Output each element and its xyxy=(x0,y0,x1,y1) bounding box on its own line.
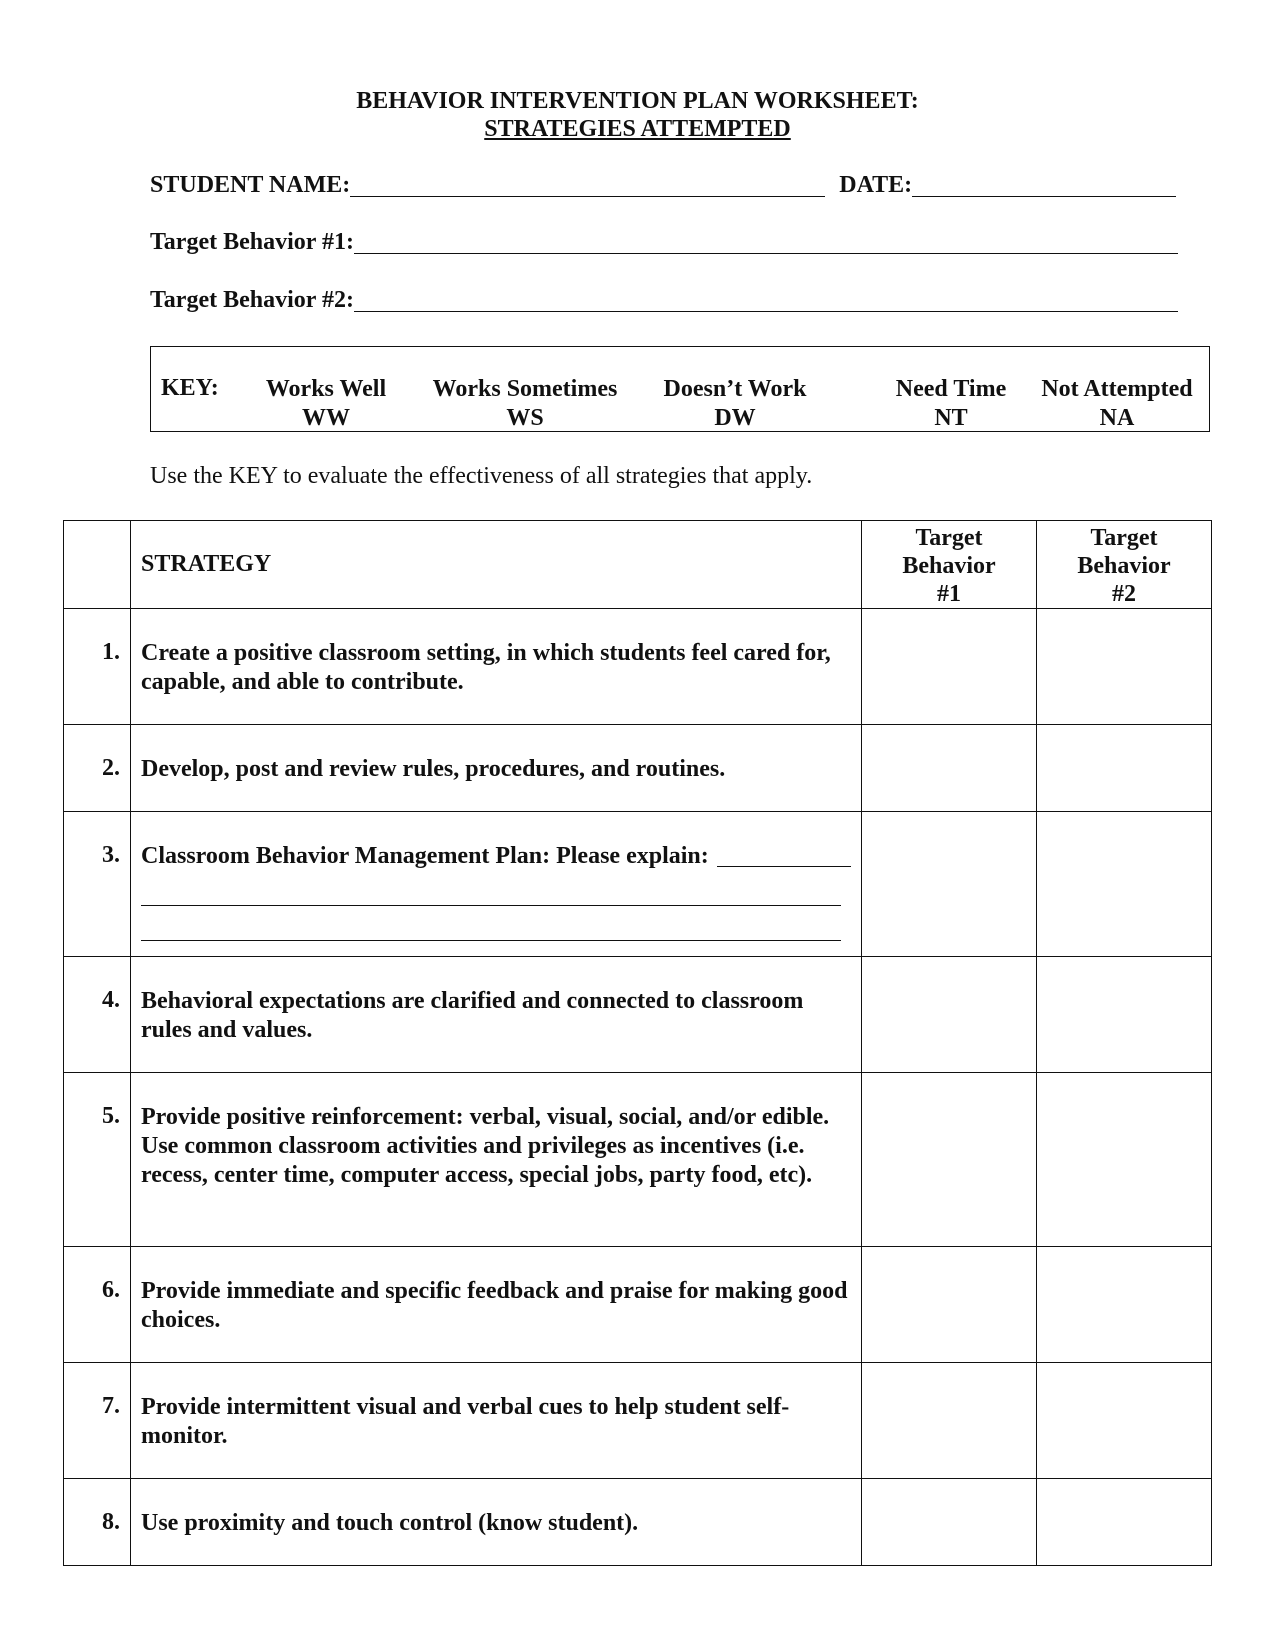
table-row xyxy=(64,1073,1212,1247)
tb2-rating-cell[interactable] xyxy=(1037,725,1212,812)
strategy-text: Use proximity and touch control (know student). xyxy=(131,1479,862,1566)
explain-field-1[interactable] xyxy=(717,846,851,867)
tb2-rating-cell[interactable] xyxy=(1037,1363,1212,1479)
row-number: 2. xyxy=(64,725,131,812)
tb1-rating-cell[interactable] xyxy=(862,1073,1037,1247)
strategy-table xyxy=(63,520,1212,1566)
tb1-rating-cell[interactable] xyxy=(862,725,1037,812)
key-item-works-well: Works Well WW xyxy=(265,376,387,431)
row-number: 7. xyxy=(64,1363,131,1479)
header-strategy: STRATEGY xyxy=(131,521,862,609)
date-label: DATE: xyxy=(839,172,913,198)
header-target-behavior-2: Target Behavior #2 xyxy=(1037,521,1212,609)
strategy-text: Behavioral expectations are clarified and connected to classroom rules and values. xyxy=(131,957,862,1073)
strategy-text: Develop, post and review rules, procedures, and routines. xyxy=(131,725,862,812)
tb2-rating-cell[interactable] xyxy=(1037,1479,1212,1566)
tb2-rating-cell[interactable] xyxy=(1037,1247,1212,1363)
key-label: KEY: xyxy=(161,375,219,401)
key-item-need-time: Need Time NT xyxy=(895,376,1007,431)
key-item-not-attempted: Not Attempted NA xyxy=(1041,376,1193,431)
tb1-rating-cell[interactable] xyxy=(862,1363,1037,1479)
target-behavior-1-field[interactable] xyxy=(354,231,1178,254)
worksheet-title: BEHAVIOR INTERVENTION PLAN WORKSHEET: xyxy=(356,88,919,114)
tb1-rating-cell[interactable] xyxy=(862,812,1037,957)
worksheet-subtitle: STRATEGIES ATTEMPTED xyxy=(484,116,791,142)
row-number: 3. xyxy=(64,812,131,957)
table-row xyxy=(64,725,1212,812)
target-behavior-2-row xyxy=(150,287,1178,314)
key-box xyxy=(150,346,1210,432)
target-behavior-2-label: Target Behavior #2: xyxy=(150,287,354,313)
tb2-rating-cell[interactable] xyxy=(1037,1073,1212,1247)
strategy-text: Provide intermittent visual and verbal cues to help student self-monitor. xyxy=(131,1363,862,1479)
target-behavior-1-row xyxy=(150,229,1178,256)
date-field[interactable] xyxy=(912,174,1176,197)
tb1-rating-cell[interactable] xyxy=(862,1247,1037,1363)
student-name-field[interactable] xyxy=(350,174,825,197)
strategy-text: Create a positive classroom setting, in which students feel cared for, capable, and able to contribute. xyxy=(131,609,862,725)
table-row xyxy=(64,1479,1212,1566)
student-name-label: STUDENT NAME: xyxy=(150,172,351,198)
explain-field-3[interactable] xyxy=(141,906,841,941)
tb1-rating-cell[interactable] xyxy=(862,609,1037,725)
row-number: 1. xyxy=(64,609,131,725)
key-item-works-sometimes: Works Sometimes WS xyxy=(432,376,618,431)
table-row xyxy=(64,1247,1212,1363)
tb2-rating-cell[interactable] xyxy=(1037,812,1212,957)
instruction-text: Use the KEY to evaluate the effectiveness of all strategies that apply. xyxy=(150,463,813,489)
header-target-behavior-1: Target Behavior #1 xyxy=(862,521,1037,609)
target-behavior-1-label: Target Behavior #1: xyxy=(150,229,354,255)
key-item-doesnt-work: Doesn’t Work DW xyxy=(663,376,807,431)
row-number: 4. xyxy=(64,957,131,1073)
table-header-row xyxy=(64,521,1212,609)
row-number: 5. xyxy=(64,1073,131,1247)
row-number: 6. xyxy=(64,1247,131,1363)
table-row xyxy=(64,957,1212,1073)
row-number: 8. xyxy=(64,1479,131,1566)
explain-field-2[interactable] xyxy=(141,871,841,906)
tb2-rating-cell[interactable] xyxy=(1037,609,1212,725)
target-behavior-2-field[interactable] xyxy=(354,289,1178,312)
strategy-text: Provide positive reinforcement: verbal, visual, social, and/or edible. Use common classroom activities and privileges as incentives (i.e. recess, center time, computer access, special jobs, party food, etc). xyxy=(131,1073,862,1247)
header-number-cell xyxy=(64,521,131,609)
strategy-text: Classroom Behavior Management Plan: Please explain: xyxy=(141,843,709,869)
table-row xyxy=(64,1363,1212,1479)
strategy-cell-explain xyxy=(131,812,862,957)
tb1-rating-cell[interactable] xyxy=(862,957,1037,1073)
tb2-rating-cell[interactable] xyxy=(1037,957,1212,1073)
strategy-text: Provide immediate and specific feedback and praise for making good choices. xyxy=(131,1247,862,1363)
tb1-rating-cell[interactable] xyxy=(862,1479,1037,1566)
table-row xyxy=(64,812,1212,957)
student-name-row xyxy=(150,172,1176,199)
table-row xyxy=(64,609,1212,725)
